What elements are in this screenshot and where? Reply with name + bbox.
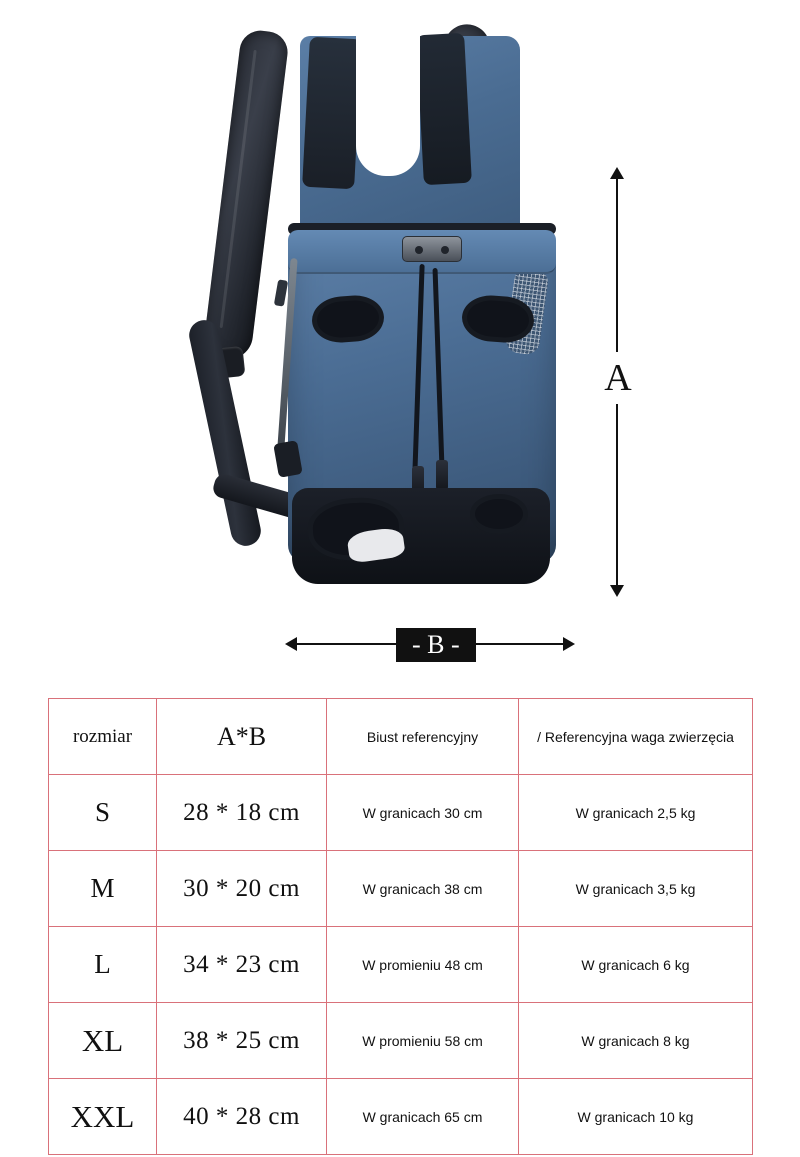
cell-dimensions: 28 * 18 cm: [157, 775, 327, 851]
cell-weight: W granicach 6 kg: [519, 927, 753, 1003]
table-row: [49, 1003, 753, 1079]
arrow-head-up-icon: [610, 167, 624, 179]
clasp-rivet-left: [415, 246, 423, 254]
dimension-label-b-wrapper: [396, 628, 476, 662]
table-row: [49, 851, 753, 927]
table-row: [49, 775, 753, 851]
table-header-row: [49, 699, 753, 775]
cell-size: XXL: [49, 1079, 157, 1155]
drawstring-tip-right: [436, 460, 448, 490]
cell-dimensions: 30 * 20 cm: [157, 851, 327, 927]
dimension-label-a: A: [598, 352, 638, 404]
cell-chest: W promieniu 48 cm: [327, 927, 519, 1003]
table-row: [49, 1079, 753, 1155]
table-row: [49, 927, 753, 1003]
clasp-rivet-right: [441, 246, 449, 254]
dimension-label-b-dash-right: -: [451, 630, 460, 659]
arrow-head-right-icon: [563, 637, 575, 651]
cell-weight: W granicach 2,5 kg: [519, 775, 753, 851]
cell-size: S: [49, 775, 157, 851]
cell-chest: W granicach 38 cm: [327, 851, 519, 927]
cell-weight: W granicach 8 kg: [519, 1003, 753, 1079]
cell-dimensions: 34 * 23 cm: [157, 927, 327, 1003]
cell-chest: W granicach 30 cm: [327, 775, 519, 851]
cell-chest: W promieniu 58 cm: [327, 1003, 519, 1079]
cell-size: M: [49, 851, 157, 927]
dimension-label-b-dash-left: -: [412, 630, 421, 659]
pet-carrier-backpack-illustration: [180, 18, 600, 618]
size-chart-table-wrapper: [48, 698, 752, 1155]
upper-panel-strap-left: [302, 37, 362, 190]
arrow-head-left-icon: [285, 637, 297, 651]
cell-size: L: [49, 927, 157, 1003]
dimension-label-b: B: [427, 630, 445, 659]
cell-size: XL: [49, 1003, 157, 1079]
cell-chest: W granicach 65 cm: [327, 1079, 519, 1155]
cell-dimensions: 38 * 25 cm: [157, 1003, 327, 1079]
upper-panel-strap-right: [416, 33, 472, 185]
top-metal-clasp: [402, 236, 462, 262]
arrow-head-down-icon: [610, 585, 624, 597]
cell-weight: W granicach 3,5 kg: [519, 851, 753, 927]
header-weight: / Referencyjna waga zwierzęcia: [519, 699, 753, 775]
rear-leg-opening-right: [470, 494, 528, 534]
upper-panel-notch: [356, 36, 420, 176]
zipper-pull: [274, 279, 288, 306]
cell-dimensions: 40 * 28 cm: [157, 1079, 327, 1155]
size-chart-table: [48, 698, 753, 1155]
shoulder-strap-left: [202, 28, 290, 361]
cell-weight: W granicach 10 kg: [519, 1079, 753, 1155]
header-size: rozmiar: [49, 699, 157, 775]
header-chest: Biust referencyjny: [327, 699, 519, 775]
header-dimensions: A*B: [157, 699, 327, 775]
